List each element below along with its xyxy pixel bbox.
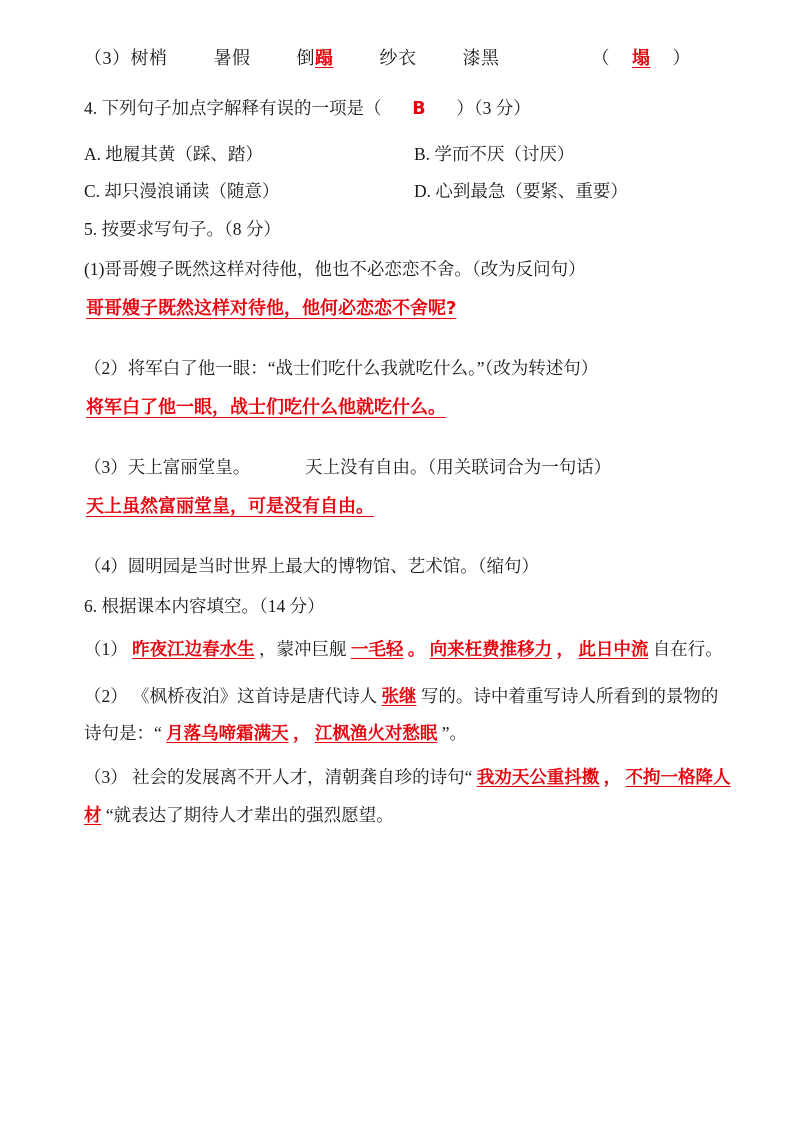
question-5-item-4-prompt: （4）圆明园是当时世界上最大的博物馆、艺术馆。（缩句） — [84, 555, 539, 576]
q6-item-2-blank-1: 张继 — [381, 686, 417, 707]
q4-option-a: A. 地履其黄（踩、踏） — [84, 144, 263, 164]
q6-item-2-number: （2） — [84, 685, 128, 706]
question-3-row — [84, 44, 733, 70]
q6-item-1-blank-1: 昨夜江边春水生 — [132, 639, 255, 660]
q6-item-1-number: （1） — [84, 638, 128, 659]
q4-option-c: C. 却只漫浪诵读（随意） — [84, 181, 280, 202]
question-5-item-1-answer-wrap — [84, 295, 733, 338]
q6-item-1-text-2: 。 — [407, 639, 426, 660]
q3-item-1: 树梢 — [130, 48, 168, 68]
q4-option-d: D. 心到最急（要紧、重要） — [414, 181, 628, 202]
question-6-item-1 — [84, 632, 733, 668]
q4-answer: B — [412, 99, 426, 119]
q6-item-2-text-3: ， — [293, 724, 311, 745]
q6-item-1-blank-3: 向来枉费推移力 — [429, 639, 553, 660]
q6-item-1-blank-2: 一毛轻 — [350, 639, 404, 660]
q6-item-3-text-3: “就表达了期待人才辈出的强烈愿望。 — [105, 804, 394, 825]
q4-stem-a: 4. 下列句子加点字解释有误的一项是（ — [84, 98, 382, 118]
q6-item-1-text-4: 自在行。 — [652, 638, 723, 659]
q6-item-3-blank-2: 不拘一格降人材 — [84, 768, 731, 826]
q6-item-1-blank-4: 此日中流 — [578, 639, 649, 660]
question-5-item-2-answer: 将军白了他一眼，战士们吃什么他就吃什么。 — [86, 397, 446, 419]
q6-item-1-text-3: ， — [556, 639, 574, 660]
q6-item-3-text-2: ， — [603, 768, 622, 789]
question-4-stem — [84, 94, 733, 123]
q3-answer-1: 蹋 — [315, 48, 334, 69]
q3-item-5: 漆黑 — [462, 48, 500, 68]
q6-item-2-text-2: 写的。诗中着重写诗人所看到的景物的诗句是：“ — [84, 685, 719, 744]
q6-item-2-blank-2: 月落乌啼霜满天 — [166, 724, 289, 745]
q3-answer-2: 塌 — [632, 48, 651, 69]
question-5-title: 5. 按要求写句子。（8 分） — [84, 219, 281, 240]
q5-item-3-prompt-b: 天上没有自由。（用关联词合为一句话） — [305, 456, 612, 477]
question-6-item-3 — [84, 759, 733, 835]
q3-item-2: 暑假 — [213, 48, 251, 68]
q6-item-2-text-1: 《枫桥夜泊》这首诗是唐代诗人 — [132, 685, 378, 706]
question-4-options-row-1 — [84, 141, 733, 168]
question-5-item-3-answer-wrap — [84, 493, 733, 536]
q3-paren-open: （ — [591, 48, 610, 68]
q6-item-2-blank-3: 江枫渔火对愁眠 — [314, 724, 438, 745]
q3-item-3: 倒 — [296, 48, 315, 68]
q3-number: （3） — [84, 48, 131, 68]
q4-stem-b: ）（3 分） — [456, 98, 531, 118]
q5-item-3-prompt-a: （3）天上富丽堂皇。 — [84, 456, 251, 477]
q6-item-3-text-1: 社会的发展离不开人才，清朝龚自珍的诗句“ — [132, 767, 473, 788]
question-4-options-row-2 — [84, 178, 733, 205]
question-5-item-1-answer: 哥哥嫂子既然这样对待他，他何必恋恋不舍呢? — [86, 298, 457, 320]
q6-item-3-number: （3） — [84, 767, 128, 788]
q6-item-2-text-4: ”。 — [441, 723, 468, 744]
question-5-item-3-answer: 天上虽然富丽堂皇，可是没有自由。 — [86, 495, 374, 517]
q6-item-3-blank-1: 我劝天公重抖擞 — [476, 768, 600, 789]
question-5-item-2-answer-wrap — [84, 394, 733, 437]
q4-option-b: B. 学而不厌（讨厌） — [414, 144, 575, 164]
question-5-item-3-prompt — [84, 453, 733, 481]
question-6-title: 6. 根据课本内容填空。（14 分） — [84, 595, 325, 616]
q3-item-4: 纱衣 — [379, 48, 417, 68]
question-6-item-2 — [84, 678, 733, 754]
q3-paren-close: ） — [672, 48, 691, 68]
question-5-item-2-prompt: （2）将军白了他一眼：“战士们吃什么我就吃什么。”（改为转述句） — [84, 358, 599, 379]
q6-item-1-text-1: ，蒙冲巨舰 — [259, 638, 347, 659]
question-5-item-1-prompt: (1)哥哥嫂子既然这样对待他，他也不必恋恋不舍。（改为反问句） — [84, 259, 586, 280]
